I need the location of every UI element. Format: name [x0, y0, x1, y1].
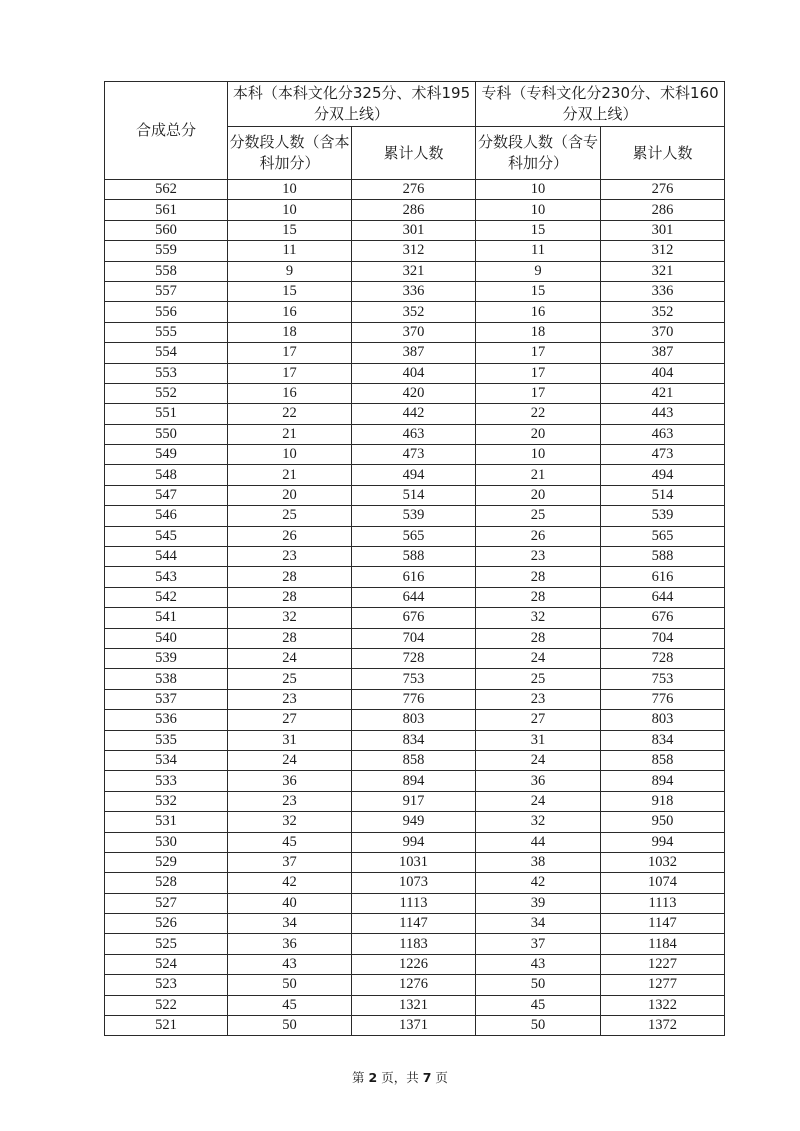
table-row — [105, 526, 725, 546]
cell-vocational-count: 43 — [476, 954, 601, 974]
cell-undergrad-count: 23 — [228, 547, 352, 567]
cell-undergrad-count: 22 — [228, 404, 352, 424]
cell-vocational-count: 10 — [476, 200, 601, 220]
cell-undergrad-count: 27 — [228, 710, 352, 730]
cell-vocational-cumulative: 514 — [601, 485, 725, 505]
table-row — [105, 261, 725, 281]
cell-vocational-count: 25 — [476, 669, 601, 689]
cell-undergrad-cumulative: 588 — [352, 547, 476, 567]
cell-undergrad-cumulative: 336 — [352, 281, 476, 301]
footer-middle: 页，共 — [381, 1070, 419, 1085]
cell-vocational-count: 11 — [476, 241, 601, 261]
cell-vocational-cumulative: 753 — [601, 669, 725, 689]
cell-undergrad-cumulative: 1031 — [352, 852, 476, 872]
cell-score: 538 — [105, 669, 228, 689]
table-row — [105, 322, 725, 342]
cell-score: 552 — [105, 383, 228, 403]
table-row — [105, 485, 725, 505]
cell-vocational-count: 20 — [476, 485, 601, 505]
cell-score: 542 — [105, 587, 228, 607]
cell-score: 521 — [105, 1016, 228, 1036]
cell-vocational-cumulative: 463 — [601, 424, 725, 444]
cell-vocational-count: 34 — [476, 914, 601, 934]
cell-vocational-count: 39 — [476, 893, 601, 913]
cell-undergrad-count: 24 — [228, 648, 352, 668]
cell-undergrad-cumulative: 616 — [352, 567, 476, 587]
cell-vocational-count: 26 — [476, 526, 601, 546]
cell-score: 544 — [105, 547, 228, 567]
cell-vocational-count: 25 — [476, 506, 601, 526]
cell-undergrad-count: 23 — [228, 689, 352, 709]
cell-undergrad-count: 45 — [228, 995, 352, 1015]
cell-undergrad-count: 10 — [228, 200, 352, 220]
table-row — [105, 995, 725, 1015]
header-vocational-group: 专科（专科文化分230分、术科160分双上线） — [476, 82, 725, 127]
cell-undergrad-cumulative: 387 — [352, 343, 476, 363]
table-row — [105, 302, 725, 322]
header-vocational-count: 分数段人数（含专科加分） — [476, 127, 601, 180]
cell-undergrad-cumulative: 704 — [352, 628, 476, 648]
cell-vocational-count: 20 — [476, 424, 601, 444]
cell-score: 559 — [105, 241, 228, 261]
cell-undergrad-count: 17 — [228, 343, 352, 363]
cell-undergrad-cumulative: 803 — [352, 710, 476, 730]
cell-vocational-count: 10 — [476, 445, 601, 465]
cell-undergrad-cumulative: 1276 — [352, 975, 476, 995]
cell-vocational-count: 21 — [476, 465, 601, 485]
cell-vocational-count: 17 — [476, 343, 601, 363]
cell-undergrad-cumulative: 728 — [352, 648, 476, 668]
cell-score: 557 — [105, 281, 228, 301]
cell-vocational-cumulative: 312 — [601, 241, 725, 261]
cell-undergrad-cumulative: 994 — [352, 832, 476, 852]
cell-score: 535 — [105, 730, 228, 750]
cell-vocational-cumulative: 286 — [601, 200, 725, 220]
cell-undergrad-cumulative: 442 — [352, 404, 476, 424]
cell-vocational-count: 15 — [476, 220, 601, 240]
cell-vocational-cumulative: 387 — [601, 343, 725, 363]
page-footer — [0, 1068, 800, 1086]
cell-vocational-cumulative: 803 — [601, 710, 725, 730]
cell-score: 533 — [105, 771, 228, 791]
table-row — [105, 771, 725, 791]
cell-score: 522 — [105, 995, 228, 1015]
table-row — [105, 954, 725, 974]
cell-undergrad-cumulative: 276 — [352, 180, 476, 200]
table-row — [105, 200, 725, 220]
cell-score: 526 — [105, 914, 228, 934]
cell-score: 536 — [105, 710, 228, 730]
cell-undergrad-count: 36 — [228, 771, 352, 791]
cell-score: 529 — [105, 852, 228, 872]
cell-vocational-count: 10 — [476, 180, 601, 200]
table-row — [105, 241, 725, 261]
cell-vocational-cumulative: 473 — [601, 445, 725, 465]
table-row — [105, 914, 725, 934]
table-row — [105, 180, 725, 200]
table-row — [105, 893, 725, 913]
table-row — [105, 710, 725, 730]
cell-score: 548 — [105, 465, 228, 485]
cell-undergrad-count: 28 — [228, 567, 352, 587]
cell-undergrad-count: 31 — [228, 730, 352, 750]
cell-undergrad-cumulative: 834 — [352, 730, 476, 750]
cell-undergrad-cumulative: 676 — [352, 608, 476, 628]
cell-undergrad-count: 11 — [228, 241, 352, 261]
cell-undergrad-cumulative: 776 — [352, 689, 476, 709]
cell-score: 558 — [105, 261, 228, 281]
cell-undergrad-count: 18 — [228, 322, 352, 342]
cell-undergrad-cumulative: 753 — [352, 669, 476, 689]
table-row — [105, 404, 725, 424]
score-distribution-table — [104, 81, 725, 1036]
table-row — [105, 220, 725, 240]
cell-undergrad-cumulative: 1321 — [352, 995, 476, 1015]
table-row — [105, 343, 725, 363]
cell-score: 561 — [105, 200, 228, 220]
footer-prefix: 第 — [352, 1070, 365, 1085]
cell-undergrad-count: 50 — [228, 1016, 352, 1036]
cell-vocational-cumulative: 421 — [601, 383, 725, 403]
cell-vocational-cumulative: 1372 — [601, 1016, 725, 1036]
cell-vocational-count: 24 — [476, 750, 601, 770]
cell-vocational-count: 32 — [476, 812, 601, 832]
cell-score: 530 — [105, 832, 228, 852]
cell-undergrad-count: 24 — [228, 750, 352, 770]
cell-vocational-count: 27 — [476, 710, 601, 730]
cell-undergrad-cumulative: 312 — [352, 241, 476, 261]
cell-undergrad-cumulative: 1113 — [352, 893, 476, 913]
cell-undergrad-cumulative: 1371 — [352, 1016, 476, 1036]
cell-vocational-count: 18 — [476, 322, 601, 342]
table-row — [105, 465, 725, 485]
table-row — [105, 587, 725, 607]
cell-undergrad-cumulative: 286 — [352, 200, 476, 220]
cell-undergrad-cumulative: 539 — [352, 506, 476, 526]
cell-score: 562 — [105, 180, 228, 200]
cell-vocational-count: 50 — [476, 975, 601, 995]
cell-undergrad-cumulative: 420 — [352, 383, 476, 403]
cell-score: 534 — [105, 750, 228, 770]
cell-undergrad-cumulative: 463 — [352, 424, 476, 444]
cell-undergrad-cumulative: 858 — [352, 750, 476, 770]
cell-vocational-cumulative: 539 — [601, 506, 725, 526]
cell-vocational-cumulative: 1227 — [601, 954, 725, 974]
table-row — [105, 873, 725, 893]
table-row — [105, 363, 725, 383]
cell-undergrad-count: 34 — [228, 914, 352, 934]
cell-score: 553 — [105, 363, 228, 383]
cell-undergrad-count: 43 — [228, 954, 352, 974]
cell-score: 523 — [105, 975, 228, 995]
cell-vocational-cumulative: 565 — [601, 526, 725, 546]
table-row — [105, 383, 725, 403]
cell-undergrad-cumulative: 1226 — [352, 954, 476, 974]
cell-undergrad-count: 36 — [228, 934, 352, 954]
cell-undergrad-count: 17 — [228, 363, 352, 383]
cell-vocational-cumulative: 1074 — [601, 873, 725, 893]
cell-score: 539 — [105, 648, 228, 668]
table-row — [105, 547, 725, 567]
table-row — [105, 506, 725, 526]
cell-vocational-count: 44 — [476, 832, 601, 852]
cell-undergrad-count: 25 — [228, 669, 352, 689]
cell-vocational-cumulative: 994 — [601, 832, 725, 852]
cell-undergrad-cumulative: 565 — [352, 526, 476, 546]
cell-vocational-count: 32 — [476, 608, 601, 628]
cell-undergrad-count: 42 — [228, 873, 352, 893]
cell-vocational-cumulative: 1147 — [601, 914, 725, 934]
cell-vocational-count: 31 — [476, 730, 601, 750]
table-row — [105, 832, 725, 852]
cell-score: 555 — [105, 322, 228, 342]
cell-undergrad-count: 37 — [228, 852, 352, 872]
cell-undergrad-cumulative: 1183 — [352, 934, 476, 954]
cell-vocational-count: 38 — [476, 852, 601, 872]
cell-undergrad-count: 16 — [228, 383, 352, 403]
header-undergrad-cumulative: 累计人数 — [352, 127, 476, 180]
table-row — [105, 608, 725, 628]
table-row — [105, 669, 725, 689]
cell-undergrad-count: 15 — [228, 281, 352, 301]
cell-undergrad-cumulative: 494 — [352, 465, 476, 485]
cell-undergrad-count: 32 — [228, 812, 352, 832]
cell-score: 541 — [105, 608, 228, 628]
cell-undergrad-count: 26 — [228, 526, 352, 546]
cell-undergrad-count: 23 — [228, 791, 352, 811]
cell-vocational-cumulative: 644 — [601, 587, 725, 607]
cell-undergrad-cumulative: 473 — [352, 445, 476, 465]
table-row — [105, 445, 725, 465]
cell-vocational-count: 45 — [476, 995, 601, 1015]
cell-vocational-cumulative: 704 — [601, 628, 725, 648]
cell-vocational-cumulative: 728 — [601, 648, 725, 668]
cell-undergrad-count: 28 — [228, 587, 352, 607]
cell-vocational-count: 24 — [476, 648, 601, 668]
table-row — [105, 689, 725, 709]
cell-undergrad-count: 45 — [228, 832, 352, 852]
cell-score: 528 — [105, 873, 228, 893]
cell-vocational-count: 15 — [476, 281, 601, 301]
cell-vocational-cumulative: 321 — [601, 261, 725, 281]
cell-undergrad-count: 10 — [228, 445, 352, 465]
cell-vocational-cumulative: 336 — [601, 281, 725, 301]
table-row — [105, 852, 725, 872]
cell-vocational-count: 42 — [476, 873, 601, 893]
table-row — [105, 424, 725, 444]
cell-vocational-cumulative: 276 — [601, 180, 725, 200]
cell-score: 525 — [105, 934, 228, 954]
cell-undergrad-count: 21 — [228, 465, 352, 485]
cell-score: 549 — [105, 445, 228, 465]
cell-score: 531 — [105, 812, 228, 832]
cell-vocational-count: 9 — [476, 261, 601, 281]
cell-vocational-cumulative: 894 — [601, 771, 725, 791]
cell-score: 540 — [105, 628, 228, 648]
cell-score: 550 — [105, 424, 228, 444]
cell-vocational-cumulative: 834 — [601, 730, 725, 750]
cell-vocational-cumulative: 443 — [601, 404, 725, 424]
footer-page-number: 2 — [368, 1070, 378, 1085]
cell-vocational-cumulative: 776 — [601, 689, 725, 709]
cell-vocational-cumulative: 616 — [601, 567, 725, 587]
cell-vocational-cumulative: 352 — [601, 302, 725, 322]
cell-score: 537 — [105, 689, 228, 709]
cell-undergrad-count: 10 — [228, 180, 352, 200]
table-row — [105, 628, 725, 648]
cell-undergrad-cumulative: 1073 — [352, 873, 476, 893]
cell-vocational-cumulative: 918 — [601, 791, 725, 811]
cell-undergrad-cumulative: 514 — [352, 485, 476, 505]
cell-vocational-cumulative: 1113 — [601, 893, 725, 913]
cell-undergrad-count: 25 — [228, 506, 352, 526]
cell-vocational-count: 16 — [476, 302, 601, 322]
header-composite-score: 合成总分 — [105, 82, 228, 180]
cell-undergrad-count: 32 — [228, 608, 352, 628]
cell-undergrad-count: 16 — [228, 302, 352, 322]
table-row — [105, 812, 725, 832]
cell-vocational-count: 23 — [476, 547, 601, 567]
cell-undergrad-cumulative: 894 — [352, 771, 476, 791]
cell-score: 543 — [105, 567, 228, 587]
cell-undergrad-cumulative: 917 — [352, 791, 476, 811]
cell-undergrad-cumulative: 644 — [352, 587, 476, 607]
cell-score: 532 — [105, 791, 228, 811]
cell-vocational-cumulative: 370 — [601, 322, 725, 342]
cell-undergrad-cumulative: 301 — [352, 220, 476, 240]
cell-undergrad-cumulative: 404 — [352, 363, 476, 383]
cell-undergrad-count: 15 — [228, 220, 352, 240]
cell-vocational-cumulative: 404 — [601, 363, 725, 383]
cell-undergrad-cumulative: 1147 — [352, 914, 476, 934]
table-body — [105, 180, 725, 1036]
cell-vocational-count: 23 — [476, 689, 601, 709]
cell-vocational-count: 17 — [476, 363, 601, 383]
header-vocational-cumulative: 累计人数 — [601, 127, 725, 180]
cell-undergrad-cumulative: 321 — [352, 261, 476, 281]
table-row — [105, 1016, 725, 1036]
table-row — [105, 934, 725, 954]
cell-vocational-cumulative: 1184 — [601, 934, 725, 954]
table-row — [105, 648, 725, 668]
cell-vocational-count: 17 — [476, 383, 601, 403]
cell-score: 556 — [105, 302, 228, 322]
cell-undergrad-count: 9 — [228, 261, 352, 281]
cell-vocational-cumulative: 676 — [601, 608, 725, 628]
cell-undergrad-cumulative: 370 — [352, 322, 476, 342]
table-row — [105, 281, 725, 301]
cell-score: 547 — [105, 485, 228, 505]
cell-vocational-count: 50 — [476, 1016, 601, 1036]
cell-undergrad-count: 20 — [228, 485, 352, 505]
cell-score: 527 — [105, 893, 228, 913]
table-row — [105, 791, 725, 811]
cell-vocational-cumulative: 950 — [601, 812, 725, 832]
cell-vocational-count: 37 — [476, 934, 601, 954]
cell-score: 545 — [105, 526, 228, 546]
cell-vocational-cumulative: 1322 — [601, 995, 725, 1015]
cell-vocational-cumulative: 588 — [601, 547, 725, 567]
cell-vocational-count: 24 — [476, 791, 601, 811]
cell-undergrad-cumulative: 352 — [352, 302, 476, 322]
table-row — [105, 730, 725, 750]
cell-undergrad-count: 28 — [228, 628, 352, 648]
footer-suffix: 页 — [435, 1070, 448, 1085]
cell-vocational-cumulative: 494 — [601, 465, 725, 485]
cell-score: 551 — [105, 404, 228, 424]
footer-total-pages: 7 — [422, 1070, 432, 1085]
header-undergrad-count: 分数段人数（含本科加分） — [228, 127, 352, 180]
cell-undergrad-count: 21 — [228, 424, 352, 444]
cell-undergrad-count: 50 — [228, 975, 352, 995]
cell-vocational-count: 28 — [476, 567, 601, 587]
cell-vocational-cumulative: 301 — [601, 220, 725, 240]
cell-vocational-count: 36 — [476, 771, 601, 791]
cell-vocational-count: 28 — [476, 628, 601, 648]
cell-vocational-cumulative: 858 — [601, 750, 725, 770]
cell-score: 560 — [105, 220, 228, 240]
table-row — [105, 975, 725, 995]
cell-vocational-count: 28 — [476, 587, 601, 607]
cell-score: 554 — [105, 343, 228, 363]
header-undergrad-group: 本科（本科文化分325分、术科195分双上线） — [228, 82, 476, 127]
table-row — [105, 567, 725, 587]
cell-undergrad-count: 40 — [228, 893, 352, 913]
cell-score: 524 — [105, 954, 228, 974]
cell-score: 546 — [105, 506, 228, 526]
table-row — [105, 750, 725, 770]
cell-vocational-cumulative: 1277 — [601, 975, 725, 995]
cell-vocational-cumulative: 1032 — [601, 852, 725, 872]
cell-vocational-count: 22 — [476, 404, 601, 424]
cell-undergrad-cumulative: 949 — [352, 812, 476, 832]
